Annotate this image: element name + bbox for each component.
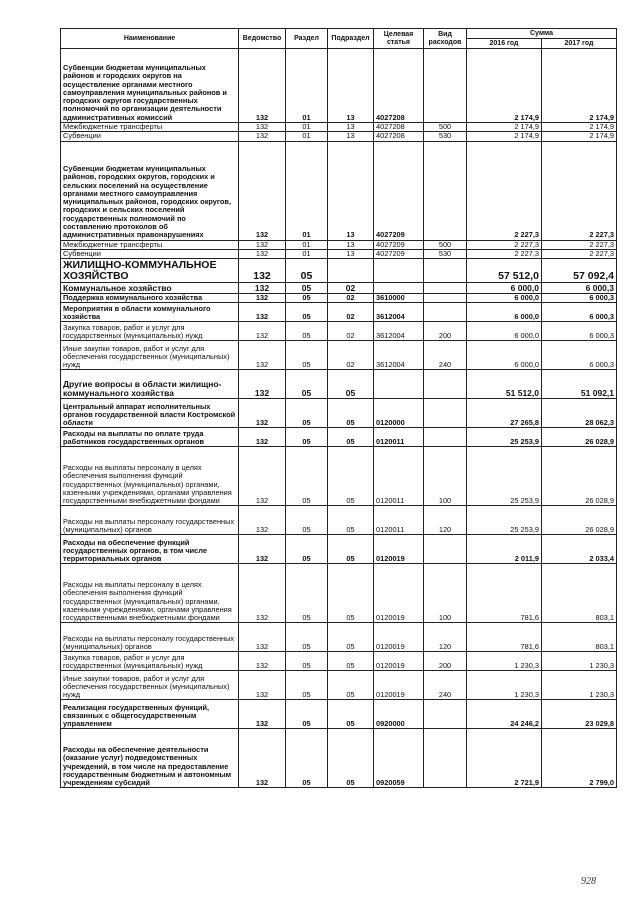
cell-sub: 05 — [328, 370, 374, 399]
cell-dept: 132 — [239, 322, 286, 341]
cell-sec: 05 — [286, 729, 328, 788]
cell-kind — [424, 370, 467, 399]
cell-y1: 51 512,0 — [467, 370, 542, 399]
cell-sec: 01 — [286, 123, 328, 132]
cell-kind — [424, 535, 467, 564]
cell-y2: 2 227,3 — [542, 240, 617, 249]
cell-dept: 132 — [239, 370, 286, 399]
cell-kind — [424, 729, 467, 788]
table-row — [61, 49, 617, 123]
cell-kind: 500 — [424, 123, 467, 132]
cell-sub: 05 — [328, 564, 374, 623]
cell-y2: 6 000,3 — [542, 283, 617, 294]
cell-kind — [424, 259, 467, 283]
cell-sub: 05 — [328, 447, 374, 506]
cell-sub: 05 — [328, 671, 374, 700]
cell-kind: 240 — [424, 671, 467, 700]
cell-y1: 24 246,2 — [467, 700, 542, 729]
cell-y1: 2 174,9 — [467, 132, 542, 141]
table-row — [61, 671, 617, 700]
cell-sub: 05 — [328, 623, 374, 652]
cell-dept: 132 — [239, 141, 286, 240]
budget-table-sheet — [60, 28, 616, 788]
header-target: Целевая статья — [374, 29, 424, 49]
cell-kind — [424, 399, 467, 428]
cell-name: Иные закупки товаров, работ и услуг для обеспечения государственных (муниципальных) нужд — [61, 341, 239, 370]
cell-sub: 13 — [328, 49, 374, 123]
cell-y1: 6 000,0 — [467, 283, 542, 294]
cell-target: 3612004 — [374, 322, 424, 341]
cell-y2: 23 029,8 — [542, 700, 617, 729]
cell-sec: 01 — [286, 132, 328, 141]
cell-sec: 01 — [286, 141, 328, 240]
cell-y1: 2 227,3 — [467, 240, 542, 249]
cell-dept: 132 — [239, 652, 286, 671]
table-row — [61, 447, 617, 506]
table-row — [61, 652, 617, 671]
cell-y2: 51 092,1 — [542, 370, 617, 399]
cell-name: Субвенции бюджетам муниципальных районов, городских округов, городских и сельских поселений на осуществление органами местного самоуправления муниципальных районов, городских округов, городских и сельских поселений государственных полномочий по составлению протоколов об административных правонарушениях — [61, 141, 239, 240]
cell-name: Субвенции — [61, 249, 239, 258]
cell-dept: 132 — [239, 447, 286, 506]
cell-target: 3610000 — [374, 294, 424, 303]
cell-kind — [424, 428, 467, 447]
cell-target: 0120011 — [374, 447, 424, 506]
cell-kind: 120 — [424, 623, 467, 652]
cell-y2: 28 062,3 — [542, 399, 617, 428]
header-year-2016: 2016 год — [467, 39, 542, 49]
cell-name: Центральный аппарат исполнительных органов государственной власти Костромской области — [61, 399, 239, 428]
cell-y1: 781,6 — [467, 623, 542, 652]
cell-sec: 05 — [286, 652, 328, 671]
cell-sec: 05 — [286, 259, 328, 283]
cell-sub — [328, 259, 374, 283]
cell-sec: 05 — [286, 506, 328, 535]
cell-y1: 1 230,3 — [467, 652, 542, 671]
cell-target: 0120019 — [374, 652, 424, 671]
cell-sec: 05 — [286, 447, 328, 506]
table-row — [61, 123, 617, 132]
cell-y1: 2 174,9 — [467, 49, 542, 123]
cell-target: 3612004 — [374, 303, 424, 322]
table-row — [61, 729, 617, 788]
cell-sub: 13 — [328, 132, 374, 141]
cell-sub: 05 — [328, 729, 374, 788]
table-row — [61, 428, 617, 447]
cell-sec: 05 — [286, 399, 328, 428]
cell-sec: 05 — [286, 535, 328, 564]
table-row — [61, 259, 617, 283]
header-sum: Сумма — [467, 29, 617, 39]
cell-target: 0120019 — [374, 535, 424, 564]
cell-dept: 132 — [239, 303, 286, 322]
cell-y2: 2 227,3 — [542, 249, 617, 258]
cell-target: 4027209 — [374, 141, 424, 240]
cell-target — [374, 259, 424, 283]
cell-dept: 132 — [239, 428, 286, 447]
cell-name: Коммунальное хозяйство — [61, 283, 239, 294]
cell-sec: 05 — [286, 671, 328, 700]
cell-name: Поддержка коммунального хозяйства — [61, 294, 239, 303]
cell-name: Межбюджетные трансферты — [61, 123, 239, 132]
cell-y1: 57 512,0 — [467, 259, 542, 283]
cell-kind: 200 — [424, 322, 467, 341]
table-row — [61, 623, 617, 652]
cell-sub: 05 — [328, 700, 374, 729]
cell-y2: 6 000,3 — [542, 303, 617, 322]
cell-kind — [424, 303, 467, 322]
table-row — [61, 322, 617, 341]
page-number: 928 — [581, 876, 596, 887]
cell-kind: 100 — [424, 564, 467, 623]
cell-y2: 1 230,3 — [542, 671, 617, 700]
cell-dept: 132 — [239, 399, 286, 428]
cell-y2: 6 000,3 — [542, 341, 617, 370]
cell-dept: 132 — [239, 564, 286, 623]
cell-kind: 500 — [424, 240, 467, 249]
cell-target: 0920000 — [374, 700, 424, 729]
header-dept: Ведомство — [239, 29, 286, 49]
header-section: Раздел — [286, 29, 328, 49]
cell-y2: 1 230,3 — [542, 652, 617, 671]
cell-target: 0120000 — [374, 399, 424, 428]
cell-sec: 05 — [286, 303, 328, 322]
cell-target: 0120011 — [374, 506, 424, 535]
cell-dept: 132 — [239, 132, 286, 141]
cell-target: 4027209 — [374, 240, 424, 249]
cell-sub: 05 — [328, 428, 374, 447]
cell-target — [374, 283, 424, 294]
cell-sec: 05 — [286, 294, 328, 303]
cell-y2: 803,1 — [542, 623, 617, 652]
cell-sec: 05 — [286, 322, 328, 341]
table-row — [61, 399, 617, 428]
cell-sec: 01 — [286, 49, 328, 123]
cell-dept: 132 — [239, 623, 286, 652]
cell-sub: 05 — [328, 535, 374, 564]
cell-kind: 100 — [424, 447, 467, 506]
cell-name: Субвенции бюджетам муниципальных районов и городских округов на осуществление органами местного самоуправления муниципальных районов и городских округов государственных полномочий по организации деятельности административных комиссий — [61, 49, 239, 123]
table-row — [61, 700, 617, 729]
table-row — [61, 564, 617, 623]
cell-dept: 132 — [239, 259, 286, 283]
cell-y1: 2 011,9 — [467, 535, 542, 564]
cell-target: 4027209 — [374, 249, 424, 258]
cell-sub: 13 — [328, 123, 374, 132]
cell-sec: 01 — [286, 249, 328, 258]
cell-kind — [424, 49, 467, 123]
cell-dept: 132 — [239, 700, 286, 729]
header-name: Наименование — [61, 29, 239, 49]
cell-y2: 26 028,9 — [542, 428, 617, 447]
cell-sub: 05 — [328, 652, 374, 671]
cell-sub: 02 — [328, 341, 374, 370]
cell-sub: 13 — [328, 141, 374, 240]
budget-table — [60, 28, 617, 788]
cell-y2: 2 174,9 — [542, 123, 617, 132]
cell-y2: 57 092,4 — [542, 259, 617, 283]
cell-y2: 2 799,0 — [542, 729, 617, 788]
cell-name: Расходы на выплаты персоналу государственных (муниципальных) органов — [61, 506, 239, 535]
cell-kind: 200 — [424, 652, 467, 671]
cell-target: 3612004 — [374, 341, 424, 370]
cell-y2: 2 174,9 — [542, 49, 617, 123]
cell-sec: 01 — [286, 240, 328, 249]
cell-kind: 240 — [424, 341, 467, 370]
cell-sub: 02 — [328, 283, 374, 294]
cell-y2: 26 028,9 — [542, 447, 617, 506]
cell-y1: 25 253,9 — [467, 447, 542, 506]
cell-name: ЖИЛИЩНО-КОММУНАЛЬНОЕ ХОЗЯЙСТВО — [61, 259, 239, 283]
cell-dept: 132 — [239, 535, 286, 564]
cell-y1: 2 227,3 — [467, 249, 542, 258]
cell-name: Закупка товаров, работ и услуг для государственных (муниципальных) нужд — [61, 652, 239, 671]
cell-target — [374, 370, 424, 399]
cell-dept: 132 — [239, 240, 286, 249]
table-row — [61, 240, 617, 249]
cell-kind — [424, 283, 467, 294]
header-kind: Вид расходов — [424, 29, 467, 49]
cell-dept: 132 — [239, 49, 286, 123]
cell-y2: 803,1 — [542, 564, 617, 623]
cell-kind — [424, 141, 467, 240]
table-row — [61, 535, 617, 564]
cell-target: 0120019 — [374, 671, 424, 700]
cell-sec: 05 — [286, 564, 328, 623]
cell-sec: 05 — [286, 623, 328, 652]
cell-name: Закупка товаров, работ и услуг для государственных (муниципальных) нужд — [61, 322, 239, 341]
cell-target: 4027208 — [374, 132, 424, 141]
cell-dept: 132 — [239, 283, 286, 294]
table-row — [61, 303, 617, 322]
table-row — [61, 132, 617, 141]
cell-target: 0120019 — [374, 623, 424, 652]
cell-y1: 1 230,3 — [467, 671, 542, 700]
cell-y1: 2 174,9 — [467, 123, 542, 132]
table-row — [61, 249, 617, 258]
cell-y1: 27 265,8 — [467, 399, 542, 428]
cell-name: Субвенции — [61, 132, 239, 141]
cell-name: Расходы на обеспечение функций государственных органов, в том числе территориальных органов — [61, 535, 239, 564]
table-row — [61, 506, 617, 535]
cell-dept: 132 — [239, 729, 286, 788]
cell-y1: 2 721,9 — [467, 729, 542, 788]
cell-y1: 781,6 — [467, 564, 542, 623]
cell-sub: 02 — [328, 303, 374, 322]
cell-dept: 132 — [239, 506, 286, 535]
cell-kind: 120 — [424, 506, 467, 535]
header-subsection: Подраздел — [328, 29, 374, 49]
cell-sec: 05 — [286, 700, 328, 729]
cell-sub: 05 — [328, 506, 374, 535]
cell-dept: 132 — [239, 294, 286, 303]
cell-name: Иные закупки товаров, работ и услуг для обеспечения государственных (муниципальных) нужд — [61, 671, 239, 700]
cell-y1: 6 000,0 — [467, 294, 542, 303]
cell-name: Расходы на выплаты персоналу в целях обеспечения выполнения функций государственных (муниципальных) органами, казенными учреждениями, органами управления государственными внебюджетными фондами — [61, 447, 239, 506]
cell-name: Расходы на выплаты персоналу государственных (муниципальных) органов — [61, 623, 239, 652]
table-row — [61, 294, 617, 303]
cell-sec: 05 — [286, 370, 328, 399]
cell-name: Мероприятия в области коммунального хозяйства — [61, 303, 239, 322]
cell-dept: 132 — [239, 123, 286, 132]
cell-target: 0120011 — [374, 428, 424, 447]
cell-name: Межбюджетные трансферты — [61, 240, 239, 249]
cell-sub: 02 — [328, 294, 374, 303]
table-row — [61, 370, 617, 399]
cell-y1: 25 253,9 — [467, 428, 542, 447]
cell-kind: 530 — [424, 132, 467, 141]
cell-y2: 26 028,9 — [542, 506, 617, 535]
cell-dept: 132 — [239, 249, 286, 258]
cell-kind — [424, 700, 467, 729]
cell-name: Реализация государственных функций, связанных с общегосударственным управлением — [61, 700, 239, 729]
cell-y1: 6 000,0 — [467, 303, 542, 322]
table-row — [61, 341, 617, 370]
cell-name: Другие вопросы в области жилищно-коммунального хозяйства — [61, 370, 239, 399]
cell-dept: 132 — [239, 341, 286, 370]
cell-y1: 6 000,0 — [467, 322, 542, 341]
cell-name: Расходы на выплаты по оплате труда работников государственных органов — [61, 428, 239, 447]
cell-target: 0920059 — [374, 729, 424, 788]
cell-target: 0120019 — [374, 564, 424, 623]
cell-dept: 132 — [239, 671, 286, 700]
cell-kind — [424, 294, 467, 303]
cell-target: 4027208 — [374, 123, 424, 132]
cell-name: Расходы на обеспечение деятельности (оказание услуг) подведомственных учреждений, в том числе на предоставление государственным бюджетным и автономным учреждениям субсидий — [61, 729, 239, 788]
cell-target: 4027208 — [374, 49, 424, 123]
cell-y2: 2 227,3 — [542, 141, 617, 240]
cell-y2: 2 174,9 — [542, 132, 617, 141]
table-row — [61, 141, 617, 240]
cell-y1: 25 253,9 — [467, 506, 542, 535]
cell-sub: 13 — [328, 249, 374, 258]
cell-sec: 05 — [286, 428, 328, 447]
cell-sub: 05 — [328, 399, 374, 428]
cell-y2: 6 000,3 — [542, 294, 617, 303]
cell-sub: 02 — [328, 322, 374, 341]
cell-sec: 05 — [286, 341, 328, 370]
cell-y2: 2 033,4 — [542, 535, 617, 564]
cell-y1: 6 000,0 — [467, 341, 542, 370]
cell-y2: 6 000,3 — [542, 322, 617, 341]
table-row — [61, 283, 617, 294]
cell-kind: 530 — [424, 249, 467, 258]
cell-sec: 05 — [286, 283, 328, 294]
table-body — [61, 49, 617, 788]
header-year-2017: 2017 год — [542, 39, 617, 49]
cell-y1: 2 227,3 — [467, 141, 542, 240]
cell-sub: 13 — [328, 240, 374, 249]
cell-name: Расходы на выплаты персоналу в целях обеспечения выполнения функций государственных (муниципальных) органами, казенными учреждениями, органами управления государственными внебюджетными фондами — [61, 564, 239, 623]
